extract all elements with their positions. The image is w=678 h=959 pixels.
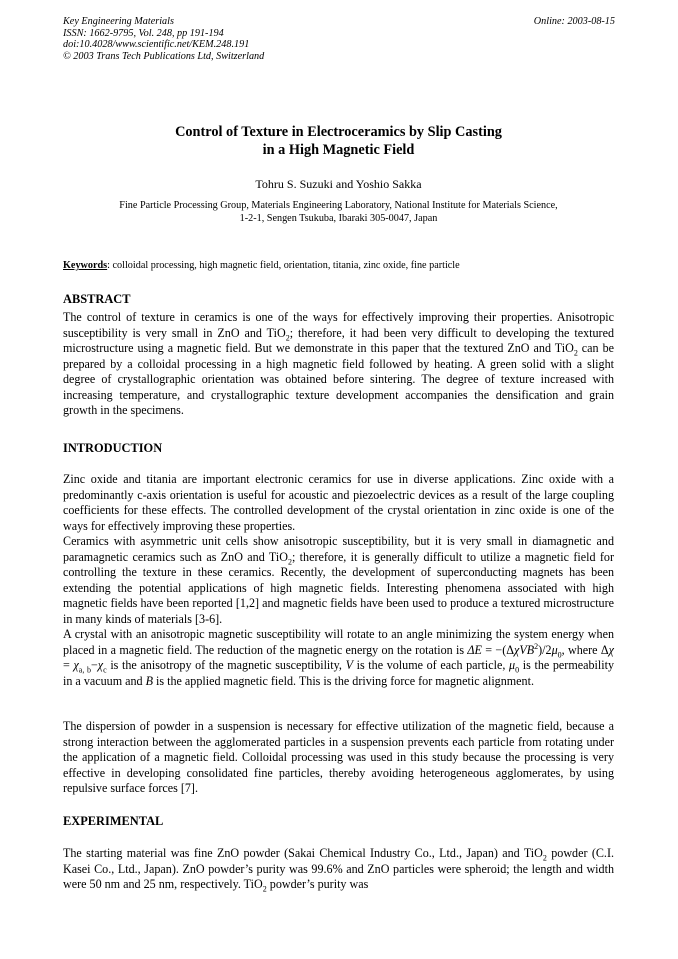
affiliation-line-2: 1-2-1, Sengen Tsukuba, Ibaraki 305-0047, Japan: [239, 212, 438, 224]
intro3-chi-v-b: χVB: [514, 642, 535, 657]
introduction-paragraph-3: [63, 627, 614, 689]
intro3-chi-a: χ: [73, 658, 79, 672]
intro3-chi-c-sub: c: [103, 665, 107, 675]
intro3-mu-b-sub: 0: [515, 665, 520, 675]
journal-header: [63, 16, 264, 62]
experimental-text-3: powder’s purity was: [266, 877, 369, 891]
title-line-2: in a High Magnetic Field: [262, 142, 415, 158]
intro3-delta-e: ΔE: [467, 642, 482, 657]
journal-copyright: © 2003 Trans Tech Publications Ltd, Switzerland: [63, 50, 265, 62]
intro3-text-b: = −(Δ: [481, 642, 515, 657]
journal-name: Key Engineering Materials: [63, 16, 174, 27]
abstract-paragraph: [63, 310, 614, 419]
paper-authors: Tohru S. Suzuki and Yoshio Sakka: [255, 177, 422, 191]
intro3-text-g: is the anisotropy of the magnetic susceptibility,: [106, 658, 346, 672]
intro3-b: B: [145, 673, 154, 688]
introduction-paragraph-2: [63, 534, 614, 627]
intro3-chi-c: χ: [97, 658, 104, 672]
paper-title: [63, 123, 614, 159]
intro3-chi: χ: [608, 642, 614, 657]
intro3-sup: 2: [534, 641, 539, 651]
experimental-text-2: powder (C.I. Kasei Co., Ltd., Japan). ZnO powder’s purity was 99.6% and ZnO particles were spheroid; the length and width were 50 nm and 25 nm, respectively. TiO: [63, 846, 615, 891]
experimental-sub-2: 2: [262, 884, 267, 894]
intro3-mu-sub: 0: [557, 649, 562, 659]
intro2-sub: 2: [287, 556, 292, 566]
intro3-chi-a-sub: a, b: [78, 665, 91, 675]
abstract-text-1: The control of texture in ceramics is one of the ways for effectively improving their properties. Anisotropic susceptibility is very small in ZnO and TiO: [63, 310, 614, 340]
intro3-mu: μ: [551, 642, 558, 657]
intro3-text-i: is the permeability in a vacuum and: [63, 658, 614, 688]
keywords-label: Keywords: [63, 260, 108, 271]
abstract-sub-2: 2: [573, 348, 578, 358]
introduction-paragraph-1: Zinc oxide and titania are important electronic ceramics for use in diverse applications. Zinc oxide with a predominantly c-axis orientation is useful for acoustic and piezoelectric devices as a result of the large coupling coefficients for these effects. The controlled development of the crystal orientation in zinc oxide is one of the ways for effectively improving these properties.: [63, 472, 614, 533]
author-affiliation: [63, 200, 614, 225]
intro3-text-a: A crystal with an anisotropic magnetic susceptibility will rotate to an angle minimizing the system energy when placed in a magnetic field. The reduction of the magnetic energy on the rotation is: [63, 627, 614, 657]
abstract-text-2: ; therefore, it had been very difficult to developing the textured microstructure using a magnetic field. But we demonstrate in this paper that the textured ZnO and TiO: [63, 325, 614, 355]
abstract-text-3: can be prepared by a colloidal processing in a high magnetic field followed by heating. A green solid with a slight degree of crystallographic orientation was obtained before sintering. The degree of texture increased with increasing temperature, and crystallographic texture development accompanies the densification and grain growth in the specimens.: [63, 341, 614, 417]
experimental-sub-1: 2: [542, 853, 547, 863]
experimental-heading: EXPERIMENTAL: [63, 814, 164, 828]
abstract-heading: ABSTRACT: [63, 292, 131, 306]
experimental-paragraph: [63, 846, 614, 893]
title-line-1: Control of Texture in Electroceramics by Slip Casting: [175, 124, 502, 140]
introduction-heading: INTRODUCTION: [63, 441, 163, 455]
abstract-sub-1: 2: [285, 332, 290, 342]
introduction-paragraph-4: The dispersion of powder in a suspension is necessary for effective utilization of the magnetic field, because a strong interaction between the agglomerated particles in a suspension prevents each particle from rotating under the application of a magnetic field. Colloidal processing was used in this study because the processing is very effective in developing consolidated fine particles, thereby avoiding heterogeneous agglomerates, by using repulsive surface forces [7].: [63, 719, 614, 795]
journal-doi: doi:10.4028/www.scientific.net/KEM.248.191: [63, 39, 250, 51]
intro3-text-j: is the applied magnetic field. This is the driving force for magnetic alignment.: [153, 673, 534, 688]
journal-issn: ISSN: 1662-9795, Vol. 248, pp 191-194: [63, 27, 224, 39]
intro3-text-d: , where Δ: [561, 642, 609, 657]
intro3-mu-b: μ: [509, 658, 516, 672]
intro3-v: V: [345, 658, 353, 672]
keywords-text: : colloidal processing, high magnetic field, orientation, titania, zinc oxide, fine particle: [107, 260, 460, 271]
keywords: [63, 260, 614, 272]
affiliation-line-1: Fine Particle Processing Group, Materials Engineering Laboratory, National Institute for Materials Science,: [119, 200, 558, 211]
experimental-text-1: The starting material was fine ZnO powder (Sakai Chemical Industry Co., Ltd., Japan) and TiO: [63, 846, 543, 860]
online-date: Online: 2003-08-15: [533, 16, 615, 27]
intro2-text-b: ; therefore, it is generally difficult to utilize a magnetic field for controlling the texture in these ceramics. Recently, the development of superconducting magnets has been extending the potential applications of high magnetic fields. Interesting phenomena associated with high magnetic fields have been reported [1,2] and magnetic fields have been used to produce a textured microstructure in many kinds of materials [3-6].: [63, 549, 614, 626]
intro3-text-c: )/2: [538, 642, 552, 657]
intro3-text-h: is the volume of each particle,: [352, 658, 510, 672]
intro3-text-e: =: [63, 658, 74, 672]
intro2-text-a: Ceramics with asymmetric unit cells show anisotropic susceptibility, but it is very small in diamagnetic and paramagnetic ceramics such as ZnO and TiO: [63, 534, 614, 564]
intro3-text-f: −: [90, 658, 98, 672]
